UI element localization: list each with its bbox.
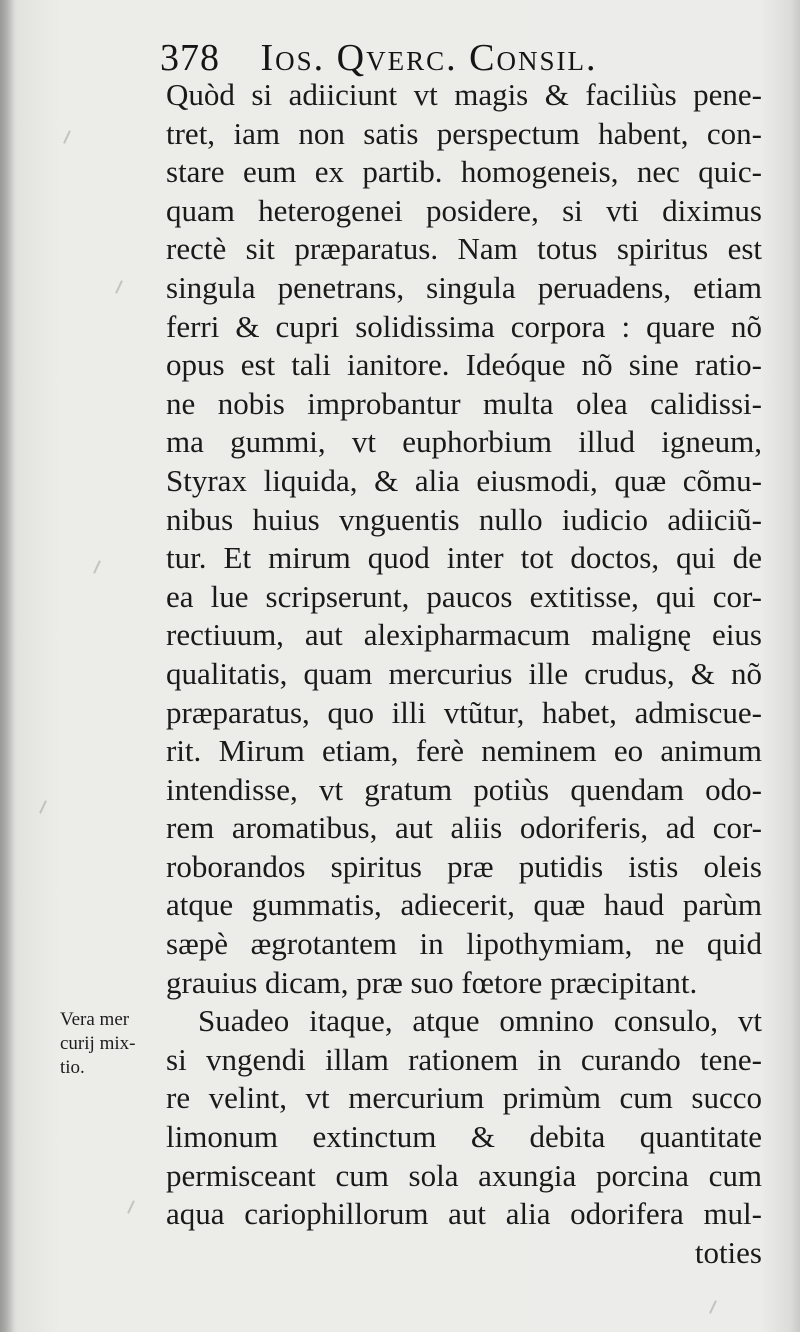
text-line: ne nobis improbantur multa olea calidissi- (166, 385, 762, 421)
text-line: Quòd si adiiciunt vt magis & faciliùs pene- (166, 77, 762, 112)
text-line: Suadeo itaque, atque omnino consulo, vt (198, 1003, 762, 1039)
catchword: toties (694, 1234, 762, 1270)
text-line: tur. Et mirum quod inter tot doctos, qui de (166, 540, 762, 576)
text-line: rectè sit præparatus. Nam totus spiritus est (166, 231, 762, 267)
page-number: 378 (160, 37, 220, 79)
paper-speck (63, 130, 71, 144)
paper-speck (93, 560, 101, 574)
text-line: sæpè ægrotantem in lipothymiam, ne quid (166, 926, 762, 962)
text-line: rem aromatibus, aut aliis odoriferis, ad cor- (166, 810, 762, 846)
text-line: rit. Mirum etiam, ferè neminem eo animum (166, 733, 762, 769)
text-line: roborandos spiritus præ putidis istis oleis (166, 848, 762, 884)
gutter-shadow (0, 0, 14, 1332)
running-title: Ios. Qverc. Consil. (260, 37, 598, 79)
text-line: intendisse, vt gratum potiùs quendam odo- (166, 771, 762, 807)
text-line: limonum extinctum & debita quantitate (166, 1119, 762, 1155)
text-line: præparatus, quo illi vtũtur, habet, admiscue- (166, 694, 762, 730)
text-line: singula penetrans, singula peruadens, etiam (166, 269, 762, 305)
marginal-note (60, 1008, 164, 1080)
text-line: si vngendi illam rationem in curando tene- (166, 1041, 762, 1077)
paper-speck (709, 1300, 717, 1314)
marginal-note-line: tio. (60, 1057, 85, 1078)
text-line: nibus huius vnguentis nullo iudicio adiiciũ- (166, 501, 762, 537)
text-line: atque gummatis, adiecerit, quæ haud parùm (166, 887, 762, 923)
marginal-note-line: Vera mer (60, 1009, 130, 1030)
text-line: ma gummi, vt euphorbium illud igneum, (166, 424, 762, 460)
text-line: ferri & cupri solidissima corpora : quare nõ (166, 308, 762, 344)
text-line: quam heterogenei posidere, si vti diximus (166, 192, 762, 228)
text-line: stare eum ex partib. homogeneis, nec quic- (166, 154, 762, 190)
text-line: aqua cariophillorum aut alia odorifera mul- (166, 1196, 762, 1232)
text-line: tret, iam non satis perspectum habent, con- (166, 115, 762, 151)
body-text (166, 76, 762, 1272)
text-line: rectiuum, aut alexipharmacum malignę eius (166, 617, 762, 653)
paper-speck (115, 280, 123, 294)
marginal-note-line: curij mix- (60, 1033, 136, 1054)
text-line: grauius dicam, præ suo fœtore præcipitant. (166, 964, 698, 1000)
paper-speck (39, 800, 47, 814)
paper-speck (127, 1200, 135, 1214)
text-line: permisceant cum sola axungia porcina cum (166, 1157, 762, 1193)
text-line: Styrax liquida, & alia eiusmodi, quæ cõmu- (166, 462, 762, 498)
text-line: ea lue scripserunt, paucos extitisse, qui cor- (166, 578, 762, 614)
text-line: qualitatis, quam mercurius ille crudus, & nõ (166, 655, 762, 691)
text-line: opus est tali ianitore. Ideóque nõ sine ratio- (166, 347, 762, 383)
text-line: re velint, vt mercurium primùm cum succo (166, 1080, 762, 1116)
